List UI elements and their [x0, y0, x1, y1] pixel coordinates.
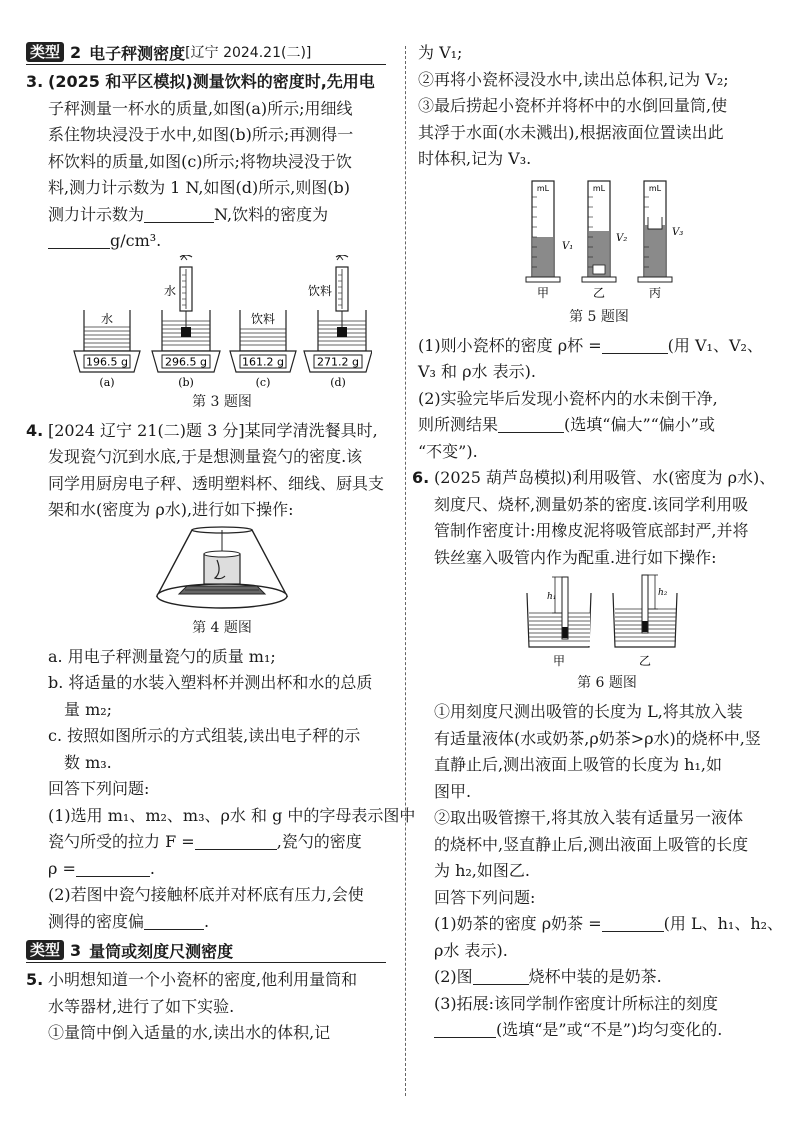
sublabel-c: (c)	[255, 375, 271, 389]
height-label: h₂	[658, 588, 668, 598]
q4-part-1: 瓷勺所受的拉力 F =	[48, 832, 195, 851]
reading-a: 196.5 g	[86, 355, 128, 368]
q3-line: 料,测力计示数为 1 N,如图(d)所示,则图(b)	[48, 178, 351, 197]
q4-part-1: ρ =	[48, 858, 76, 878]
q6-answer-prompt: 回答下列问题:	[434, 887, 536, 907]
q4-part-2: 测得的密度偏	[48, 911, 145, 931]
q4-part-1: ,瓷勺的密度	[276, 832, 362, 851]
q4-line: 同学用厨房电子秤、透明塑料杯、细线、厨具支	[48, 473, 385, 493]
cylinder-yi	[582, 181, 627, 300]
q4-step-a: a. 用电子秤测量瓷勺的质量 m₁;	[48, 646, 276, 666]
figure-caption: 第 5 题图	[569, 308, 629, 325]
q6-step-2: 为 h₂,如图乙.	[434, 861, 530, 880]
section-ref: [辽宁 2024.21(二)]	[185, 45, 312, 61]
cylinder-name: 丙	[648, 285, 662, 300]
cylinder-name: 甲	[536, 285, 550, 300]
q4-part-2: (2)若图中瓷勺接触杯底并对杯底有压力,会使	[48, 885, 364, 904]
scale-d	[304, 255, 372, 389]
section-tag: 类型	[26, 42, 64, 62]
q5-line: 为 V₁;	[418, 43, 463, 62]
q5-line: 小明想知道一个小瓷杯的密度,他利用量筒和	[48, 970, 358, 989]
column-divider	[405, 46, 406, 1096]
q3-line: (2025 和平区模拟)测量饮料的密度时,先用电	[48, 72, 375, 91]
sublabel-b: (b)	[178, 375, 194, 389]
answer-blank[interactable]	[473, 966, 529, 985]
sublabel-d: (d)	[330, 375, 346, 389]
answer-blank[interactable]	[498, 414, 564, 433]
unit-label: mL	[648, 183, 662, 193]
unit-label: mL	[592, 183, 606, 193]
q6-part-2: (2)图	[434, 967, 473, 986]
q4-step-b: 量 m₂;	[64, 699, 113, 719]
section-title: 电子秤测密度	[89, 43, 186, 63]
section-number: 2	[70, 42, 82, 62]
section-number: 3	[70, 940, 82, 960]
scale-b	[152, 255, 220, 389]
q5-part-1: (1)则小瓷杯的密度 ρ杯 =	[418, 335, 602, 355]
q6-step-2: ②取出吸管擦干,将其放入装有适量另一液体	[434, 808, 744, 827]
q3-line: 系住物块浸没于水中,如图(b)所示;再测得一	[48, 125, 354, 144]
answer-blank[interactable]	[144, 204, 214, 223]
q4-line: 架和水(密度为 ρ水),进行如下操作:	[48, 500, 294, 519]
scale-c	[230, 310, 296, 389]
figure-3-scales	[72, 255, 372, 390]
section-tag: 类型	[26, 940, 64, 960]
q4-line: [2024 辽宁 21(二)题 3 分]某同学清洗餐具时,	[48, 420, 378, 440]
q4-part-2: .	[204, 911, 210, 931]
figure-4-apparatus	[147, 524, 297, 616]
liquid-label: 饮料	[250, 311, 276, 326]
reading-b: 296.5 g	[165, 355, 207, 368]
q6-step-1: 有适量液体(水或奶茶,ρ奶茶>ρ水)的烧杯中,竖	[434, 728, 761, 748]
liquid-label: 水	[100, 311, 114, 326]
q6-part-1: ρ水 表示).	[434, 940, 508, 960]
question-5-start	[26, 967, 396, 1047]
volume-label: V₁	[562, 240, 574, 252]
q3-line: 杯饮料的质量,如图(c)所示;将物块浸没于饮	[48, 151, 352, 171]
cylinder-name: 乙	[592, 285, 606, 300]
question-5-continued	[418, 40, 780, 465]
answer-blank[interactable]	[195, 831, 277, 850]
q5-part-1: V₃ 和 ρ水 表示).	[418, 362, 536, 381]
section-3-header	[26, 938, 386, 963]
q5-part-2: 则所测结果	[418, 415, 499, 434]
question-number: 4.	[26, 420, 44, 440]
question-number: 5.	[26, 970, 44, 989]
q6-part-1: (用 L、h₁、h₂、	[663, 914, 784, 933]
reading-c: 161.2 g	[242, 355, 284, 368]
q4-step-b: b. 将适量的水装入塑料杯并测出杯和水的总质	[48, 673, 373, 692]
q3-line: g/cm³.	[110, 231, 162, 250]
sublabel-a: (a)	[99, 375, 115, 389]
liquid-label: 水	[163, 283, 177, 298]
q5-part-2: (2)实验完毕后发现小瓷杯内的水未倒干净,	[418, 388, 718, 408]
figure-6-beakers	[517, 571, 697, 671]
left-column	[26, 40, 416, 1047]
q4-part-1: .	[149, 858, 155, 878]
answer-blank[interactable]	[434, 1019, 496, 1038]
cylinder-jia	[526, 181, 573, 300]
q6-line: 管制作密度计:用橡皮泥将吸管底部封严,并将	[434, 521, 749, 540]
section-2-header	[26, 40, 386, 65]
beaker-name: 甲	[552, 654, 566, 668]
figure-5-cylinders	[504, 173, 694, 305]
q3-line: 子秤测量一杯水的质量,如图(a)所示;用细线	[48, 98, 353, 118]
question-number: 6.	[412, 468, 430, 487]
q6-line: 刻度尺、烧杯,测量奶茶的密度.该同学利用吸	[434, 494, 749, 514]
question-3	[26, 69, 396, 412]
answer-blank[interactable]	[48, 230, 110, 249]
question-4	[26, 418, 416, 936]
question-6	[412, 465, 784, 1044]
q5-part-2: “不变”).	[418, 441, 478, 461]
cylinder-bing	[638, 181, 683, 300]
q6-part-3: (选填“是”或“不是”)均匀变化的.	[496, 1020, 723, 1039]
beaker-yi	[613, 575, 677, 668]
scale-a	[74, 310, 140, 389]
answer-blank[interactable]	[144, 911, 204, 930]
q5-line: ③最后捞起小瓷杯并将杯中的水倒回量筒,使	[418, 96, 728, 115]
q4-part-1: (1)选用 m₁、m₂、m₃、ρ水 和 g 中的字母表示图中	[48, 805, 416, 825]
q5-line: ①量筒中倒入适量的水,读出水的体积,记	[48, 1023, 331, 1042]
beaker-jia	[527, 577, 591, 668]
figure-caption: 第 4 题图	[192, 619, 252, 636]
section-title: 量筒或刻度尺测密度	[89, 941, 234, 961]
q4-answer-prompt: 回答下列问题:	[48, 779, 150, 798]
q6-line: (2025 葫芦岛模拟)利用吸管、水(密度为 ρ水)、	[434, 468, 776, 487]
q6-step-1: 图甲.	[434, 781, 472, 801]
answer-blank[interactable]	[602, 913, 664, 932]
q6-step-1: 直静止后,测出液面上吸管的长度为 h₁,如	[434, 755, 722, 774]
question-number: 3.	[26, 72, 44, 91]
unit-label: mL	[536, 183, 550, 193]
q5-line: 时体积,记为 V₃.	[418, 149, 532, 168]
height-label: h₁	[547, 592, 557, 602]
q6-step-2: 的烧杯中,竖直静止后,测出液面上吸管的长度	[434, 834, 749, 854]
q6-part-3: (3)拓展:该同学制作密度计所标注的刻度	[434, 993, 719, 1013]
figure-caption: 第 6 题图	[577, 675, 637, 691]
right-column	[412, 40, 784, 1044]
q5-line: 水等器材,进行了如下实验.	[48, 996, 235, 1016]
volume-label: V₃	[672, 226, 684, 238]
beaker-name: 乙	[638, 654, 652, 668]
q6-part-2: 烧杯中装的是奶茶.	[528, 967, 662, 986]
q6-line: 铁丝塞入吸管内作为配重.进行如下操作:	[434, 547, 717, 567]
volume-label: V₂	[616, 232, 628, 244]
q5-line: ②再将小瓷杯浸没水中,读出总体积,记为 V₂;	[418, 69, 729, 89]
q6-step-1: ①用刻度尺测出吸管的长度为 L,将其放入装	[434, 702, 743, 721]
q4-step-c: 数 m₃.	[64, 752, 112, 772]
q3-line: 测力计示数为	[48, 204, 145, 224]
answer-blank[interactable]	[602, 335, 668, 354]
q5-line: 其浮于水面(水未溅出),根据液面位置读出此	[418, 122, 724, 142]
answer-blank[interactable]	[76, 858, 150, 877]
q4-step-c: c. 按照如图所示的方式组装,读出电子秤的示	[48, 726, 361, 745]
q5-part-1: (用 V₁、V₂、	[667, 335, 763, 355]
q3-line: N,饮料的密度为	[214, 204, 329, 224]
q6-part-1: (1)奶茶的密度 ρ奶茶 =	[434, 914, 602, 933]
q5-part-2: (选填“偏大”“偏小”或	[564, 415, 715, 434]
liquid-label: 饮料	[307, 283, 333, 298]
q4-line: 发现瓷勺沉到水底,于是想测量瓷勺的密度.该	[48, 447, 363, 466]
figure-caption: 第 3 题图	[192, 393, 252, 410]
reading-d: 271.2 g	[317, 355, 359, 368]
